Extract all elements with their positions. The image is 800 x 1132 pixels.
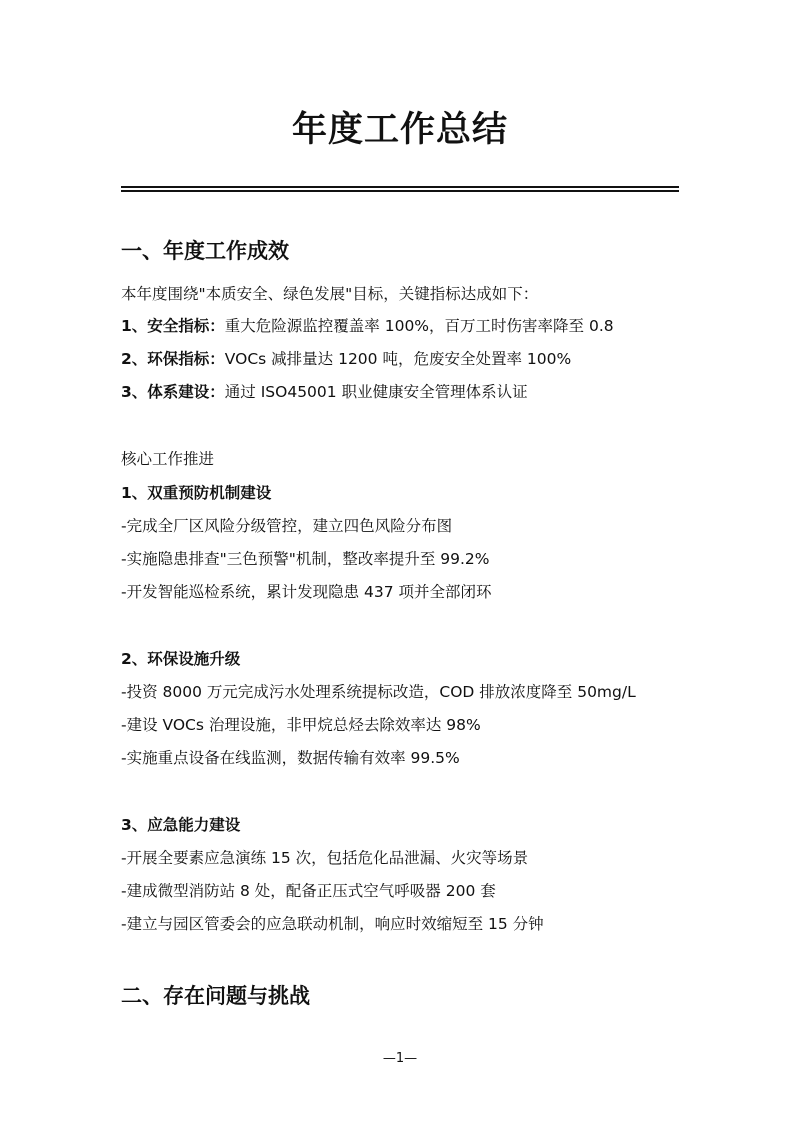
title-divider-bottom [121,190,679,192]
list-item: -建成微型消防站 8 处，配备正压式空气呼吸器 200 套 [121,882,496,900]
list-item: -实施隐患排查"三色预警"机制，整改率提升至 99.2% [121,550,490,568]
subsection-heading-environmental-upgrade: 2、环保设施升级 [121,650,241,668]
indicator-system [121,380,528,404]
title-divider-top [121,186,679,188]
indicator-text: 重大危险源监控覆盖率 100%，百万工时伤害率降至 0.8 [224,317,614,335]
list-item: -投资 8000 万元完成污水处理系统提标改造，COD 排放浓度降至 50mg/L [121,683,636,701]
subsection-heading-dual-prevention: 1、双重预防机制建设 [121,484,272,502]
page-number: —1— [382,1051,418,1066]
section-heading-achievements: 一、年度工作成效 [121,239,289,263]
list-item: -建设 VOCs 治理设施，非甲烷总烃去除效率达 98% [121,716,481,734]
subsection-heading-emergency-capability: 3、应急能力建设 [121,816,241,834]
list-item: -实施重点设备在线监测，数据传输有效率 99.5% [121,749,460,767]
indicator-label: 2、环保指标： [121,350,225,368]
section-intro: 本年度围绕"本质安全、绿色发展"目标，关键指标达成如下： [121,285,539,303]
indicator-text: VOCs 减排量达 1200 吨，危废安全处置率 100% [224,350,572,368]
indicator-label: 3、体系建设： [121,383,225,401]
core-work-title: 核心工作推进 [121,450,215,468]
indicator-environment [121,347,571,371]
indicator-safety [121,314,614,338]
list-item: -完成全厂区风险分级管控，建立四色风险分布图 [121,517,453,535]
list-item: -开发智能巡检系统，累计发现隐患 437 项并全部闭环 [121,583,492,601]
list-item: -开展全要素应急演练 15 次，包括危化品泄漏、火灾等场景 [121,849,529,867]
indicator-text: 通过 ISO45001 职业健康安全管理体系认证 [224,383,528,401]
document-title: 年度工作总结 [291,110,508,150]
indicator-label: 1、安全指标： [121,317,225,335]
list-item: -建立与园区管委会的应急联动机制，响应时效缩短至 15 分钟 [121,915,544,933]
section-heading-problems: 二、存在问题与挑战 [121,984,310,1008]
